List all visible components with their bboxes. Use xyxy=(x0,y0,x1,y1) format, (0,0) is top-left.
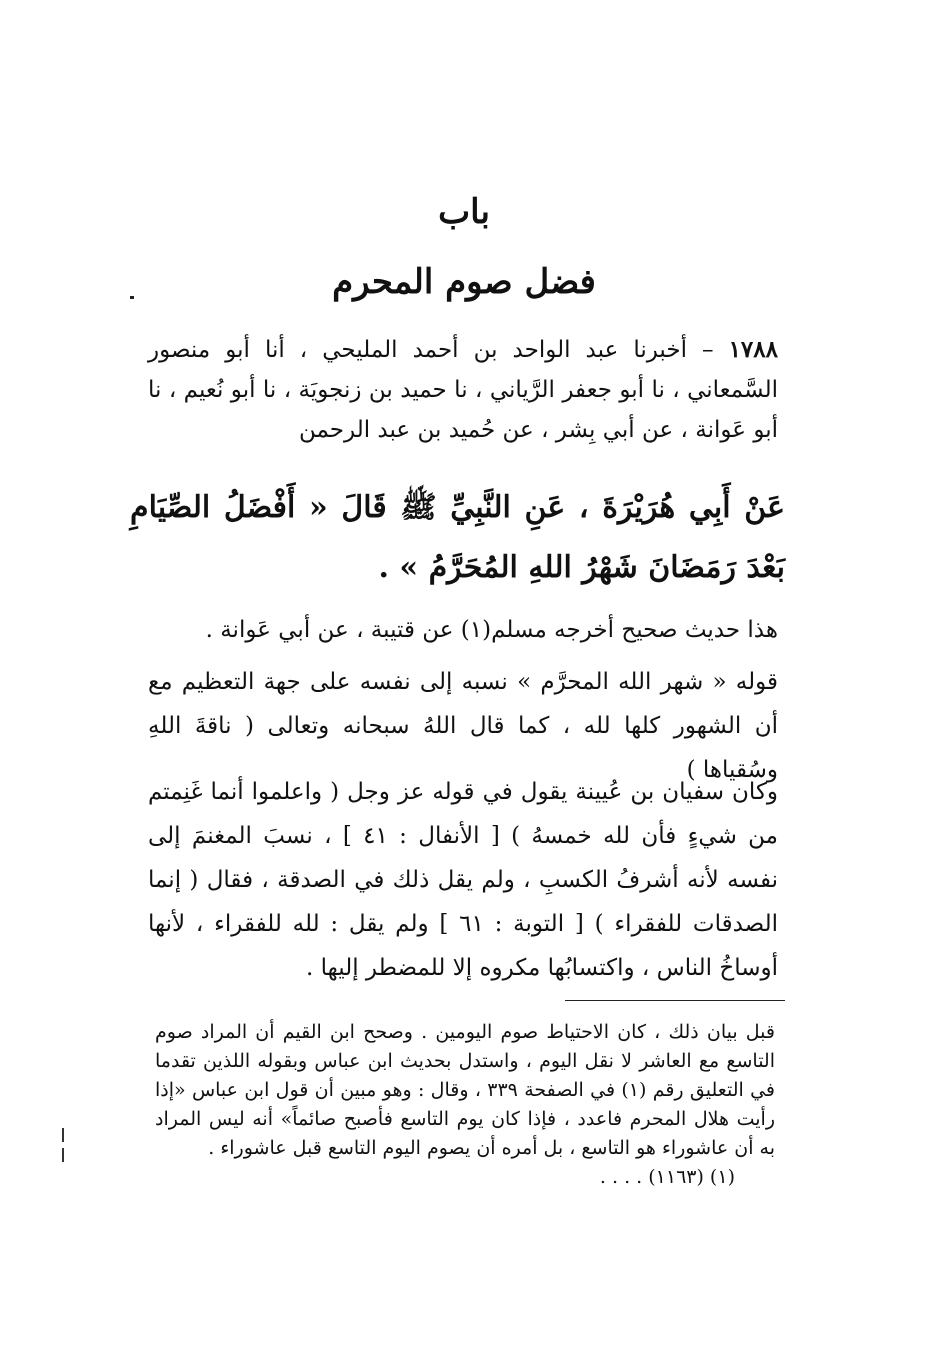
commentary-paragraph-1: هذا حديث صحيح أخرجه مسلم(١) عن قتيبة ، عن أبي عَوانة . xyxy=(205,617,778,643)
hadith-matn: عَنْ أَبِي هُرَيْرَةَ ، عَنِ النَّبِيِّ ﷺ قَالَ « أَفْضَلُ الصِّيَامِ بَعْدَ رَمَضَانَ شَهْرُ اللهِ المُحَرَّمُ » . xyxy=(130,490,785,585)
margin-tick xyxy=(62,1128,64,1142)
footnote-divider xyxy=(565,1000,785,1001)
footnote-reference: (١) (١١٦٣) . . . . xyxy=(599,1166,735,1188)
hadith-isnad xyxy=(148,330,778,450)
chapter-title: فضل صوم المحرم xyxy=(332,262,596,302)
commentary-paragraph-2: قوله « شهر الله المحرَّم » نسبه إلى نفسه على جهة التعظيم مع أن الشهور كلها لله ، كما قال اللهُ سبحانه وتعالى ( ناقةَ اللهِ وسُقياها ) xyxy=(148,669,778,783)
isnad-text: – أخبرنا عبد الواحد بن أحمد المليحي ، أنا أبو منصور السَّمعاني ، نا أبو جعفر الرَّياني ، نا حميد بن زنجويَة ، نا أبو نُعيم ، نا أبو عَوانة ، عن أبي بِشر ، عن حُميد بن عبد الرحمن xyxy=(148,337,778,443)
footnote xyxy=(155,1018,775,1192)
hadith-number: ١٧٨٨ xyxy=(728,336,778,363)
chapter-label: باب xyxy=(438,192,490,232)
commentary-paragraph-3: وكان سفيان بن عُيينة يقول في قوله عز وجل ( واعلموا أنما غَنِمتم من شيءٍ فأن لله خمسهُ ) [ الأنفال : ٤١ ] ، نسبَ المغنمَ إلى نفسه لأنه أشرفُ الكسبِ ، ولم يقل ذلك في الصدقة ، فقال ( إنما الصدقات للفقراء ) [ التوبة : ٦١ ] ولم يقل : لله للفقراء ، لأنها أوساخُ الناس ، واكتسابُها مكروه إلا للمضطر إليها . xyxy=(148,779,778,981)
footnote-text: قبل بيان ذلك ، كان الاحتياط صوم اليومين . وصحح ابن القيم أن المراد صوم التاسع مع العاشر لا نقل اليوم ، واستدل بحديث ابن عباس وبقوله اللذين تقدما في التعليق رقم (١) في الصفحة ٣٣٩ ، وقال : وهو مبين أن قول ابن عباس «إذا رأيت هلال المحرم فاعدد ، فإذا كان يوم التاسع فأصبح صائماً» أنه ليس المراد به أن عاشوراء هو التاسع ، بل أمره أن يصوم اليوم التاسع قبل عاشوراء . xyxy=(155,1021,775,1159)
margin-tick xyxy=(62,1148,64,1162)
